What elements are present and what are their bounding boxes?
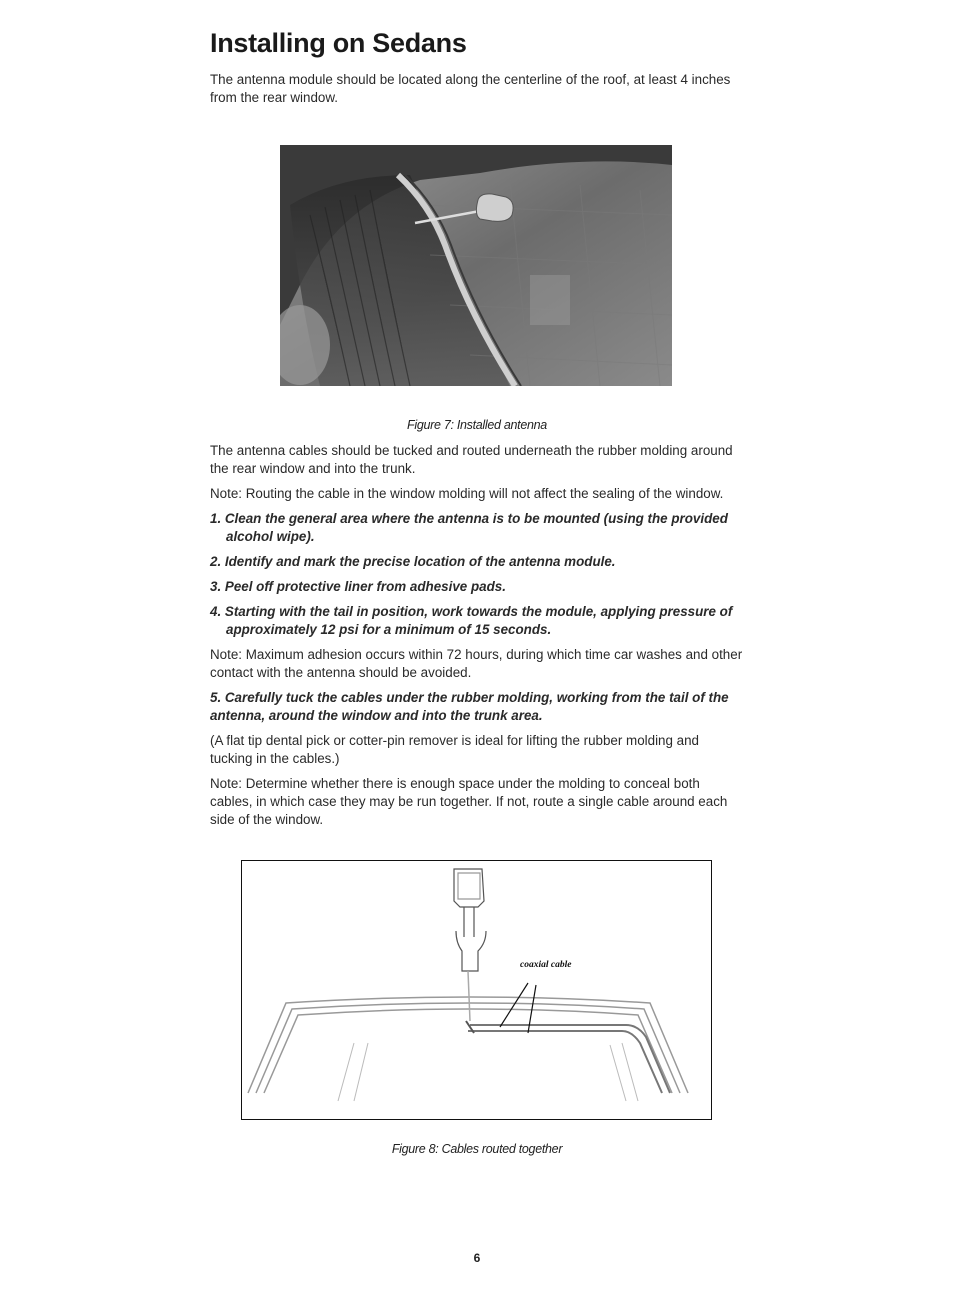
page-number: 6	[473, 1251, 481, 1265]
step-2: 2. Identify and mark the precise location of the antenna module.	[210, 554, 616, 569]
cables-paragraph: The antenna cables should be tucked and routed underneath the rubber molding around the rear window and into the trunk.	[210, 443, 733, 476]
figure-7-photo	[280, 145, 672, 386]
cable-routing-drawing	[242, 861, 711, 1119]
step-4: 4. Starting with the tail in position, work towards the module, applying pressure of approximately 12 psi for a minimum of 15 seconds.	[210, 604, 733, 637]
step-1: 1. Clean the general area where the antenna is to be mounted (using the provided alcohol wipe).	[210, 511, 728, 544]
intro-paragraph: The antenna module should be located along the centerline of the roof, at least 4 inches from the rear window.	[210, 72, 731, 105]
note-routing: Note: Routing the cable in the window molding will not affect the sealing of the window.	[210, 486, 724, 501]
page-title: Installing on Sedans	[210, 28, 467, 58]
page-header	[210, 26, 745, 107]
figure-7-caption: Figure 7: Installed antenna	[407, 418, 547, 432]
tip-paragraph: (A flat tip dental pick or cotter-pin remover is ideal for lifting the rubber molding and tucking in the cables.)	[210, 733, 699, 766]
step-3: 3. Peel off protective liner from adhesive pads.	[210, 579, 506, 594]
coaxial-cable-label: coaxial cable	[520, 960, 572, 970]
installed-antenna-photo	[280, 145, 672, 386]
figure-8-diagram	[241, 860, 712, 1120]
figure-8-caption: Figure 8: Cables routed together	[391, 1142, 563, 1156]
note-adhesion: Note: Maximum adhesion occurs within 72 hours, during which time car washes and other contact with the antenna should be avoided.	[210, 647, 743, 680]
note-space: Note: Determine whether there is enough space under the molding to conceal both cables, in which case they may be run together. If not, route a single cable around each side of the window.	[210, 776, 728, 827]
step-5: 5. Carefully tuck the cables under the rubber molding, working from the tail of the antenna, around the window and into the trunk area.	[210, 690, 729, 723]
instructions-body	[210, 442, 745, 836]
